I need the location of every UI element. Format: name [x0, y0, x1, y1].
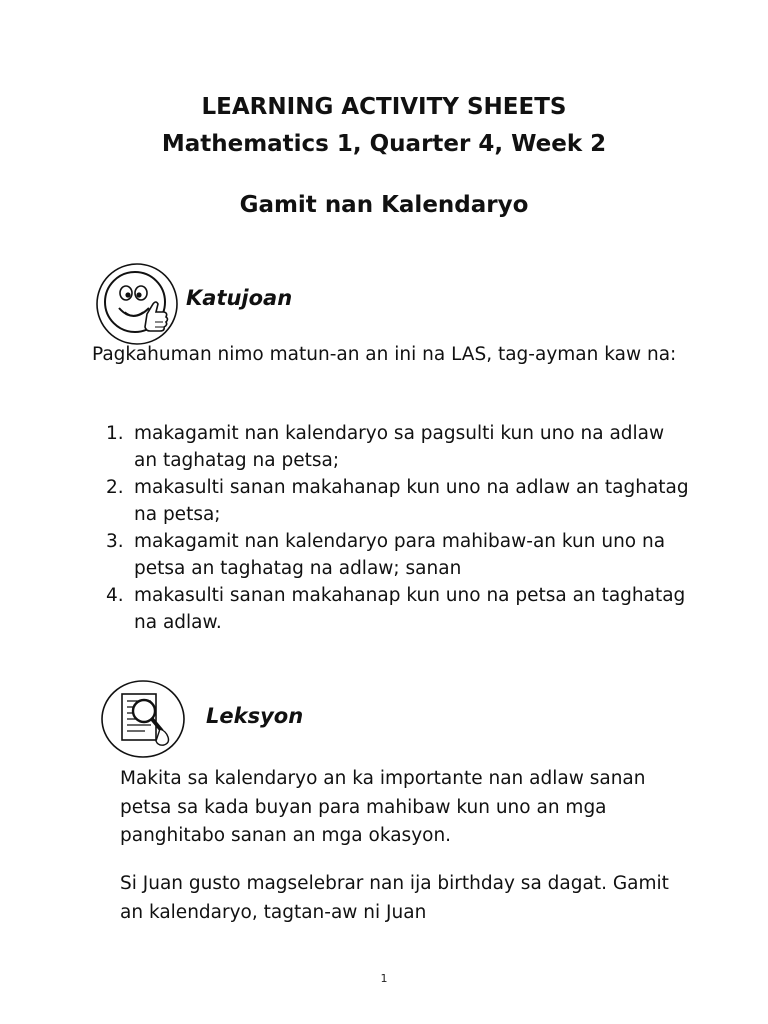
- list-item-text: makagamit nan kalendaryo para mahibaw-an kun uno na petsa an taghatag na adlaw; sanan: [134, 531, 666, 579]
- objectives-intro: Pagkahuman nimo matun-an an ini na LAS, tag-ayman kaw na:: [92, 344, 677, 365]
- list-item-text: makasulti sanan makahanap kun uno na adlaw an taghatag na petsa;: [134, 477, 689, 525]
- sheet-subject: Mathematics 1, Quarter 4, Week 2: [161, 131, 607, 157]
- page-number: 1: [380, 972, 388, 985]
- magnifying-glass-document-icon: [100, 679, 186, 759]
- objectives-heading: Katujoan: [186, 286, 293, 310]
- objectives-list: [92, 420, 692, 636]
- list-item: [92, 582, 692, 636]
- list-item: [92, 474, 692, 528]
- lesson-title: Gamit nan Kalendaryo: [239, 192, 529, 218]
- list-item-text: makagamit nan kalendaryo sa pagsulti kun uno na adlaw an taghatag na petsa;: [134, 423, 665, 471]
- list-item: [92, 528, 692, 582]
- lesson-heading: Leksyon: [206, 704, 304, 728]
- smiley-thumbs-up-icon: [95, 262, 179, 346]
- list-item-number: 1.: [106, 423, 124, 444]
- list-item-number: 4.: [106, 585, 124, 606]
- list-item: [92, 420, 692, 474]
- list-item-number: 3.: [106, 531, 124, 552]
- sheet-title: LEARNING ACTIVITY SHEETS: [201, 94, 567, 120]
- list-item-number: 2.: [106, 477, 124, 498]
- lesson-paragraph: Si Juan gusto magselebrar nan ija birthday sa dagat. Gamit an kalendaryo, tagtan-aw ni Juan: [120, 873, 669, 923]
- list-item-text: makasulti sanan makahanap kun uno na petsa an taghatag na adlaw.: [134, 585, 686, 633]
- lesson-paragraph: Makita sa kalendaryo an ka importante nan adlaw sanan petsa sa kada buyan para mahibaw kun uno an mga panghitabo sanan an mga okasyon.: [120, 768, 646, 846]
